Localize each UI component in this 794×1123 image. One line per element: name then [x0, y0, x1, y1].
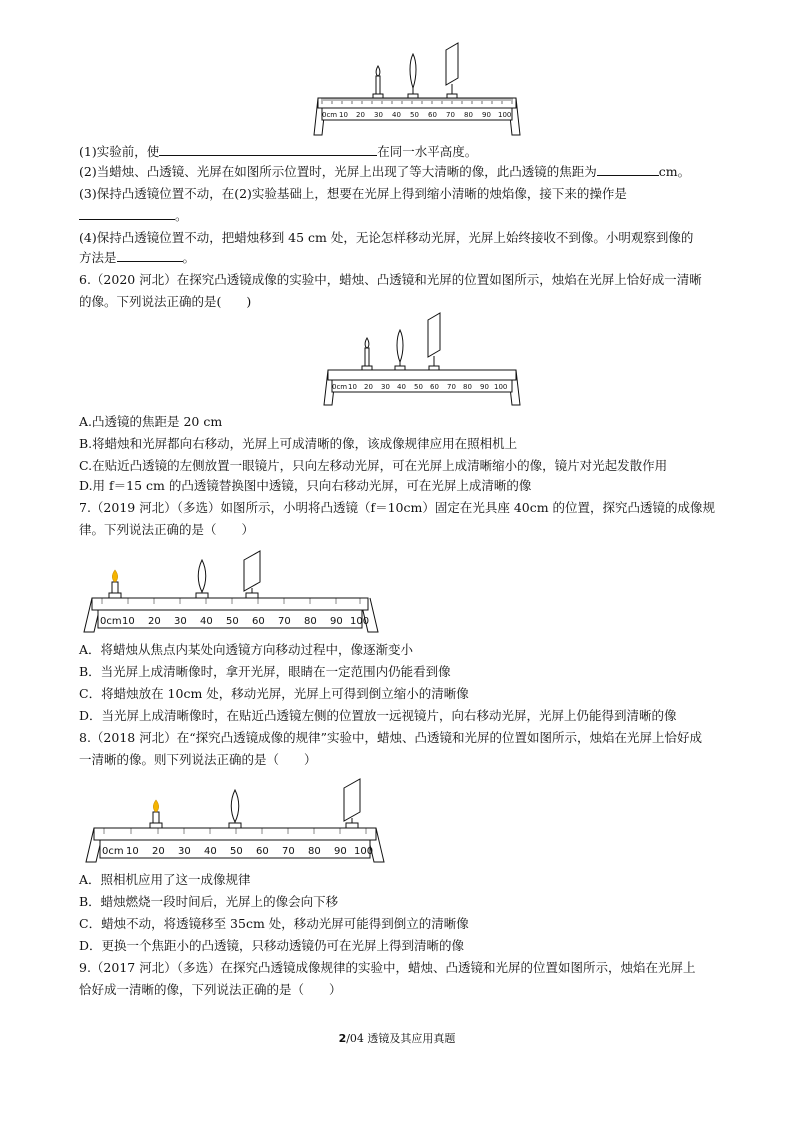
q8-option-d: D．更换一个焦距小的凸透镜，只移动透镜仍可在光屏上得到清晰的像 [79, 938, 465, 953]
tick-label-100: 100 [494, 383, 508, 391]
tick-label-20: 20 [364, 383, 373, 391]
tick-label-30: 30 [374, 111, 383, 119]
q7-option-d: D．当光屏上成清晰像时，在贴近凸透镜左侧的位置放一远视镜片，向右移动光屏，光屏上仍能得到清晰的像 [79, 708, 677, 723]
q5-line-2: (2)当蜡烛、凸透镜、光屏在如图所示位置时，光屏上出现了等大清晰的像，此凸透镜的焦距为 cm。 [79, 164, 691, 179]
flame-icon [112, 570, 117, 582]
q5-line-1: (1)实验前，使 在同一水平高度。 [79, 144, 478, 159]
optical-bench-figure-q8 [80, 774, 390, 866]
q7-option-a: A．将蜡烛从焦点内某处向透镜方向移动过程中，像逐渐变小 [79, 642, 414, 657]
q7-stem-2: 律。下列说法正确的是（ ） [79, 522, 255, 537]
q8-option-b: B．蜡烛燃烧一段时间后，光屏上的像会向下移 [79, 894, 339, 909]
q6-option-a: A.凸透镜的焦距是 20 cm [79, 414, 223, 429]
tick-label-30: 30 [174, 616, 187, 627]
q9-stem-1: 9.（2017 河北）（多选）在探究凸透镜成像规律的实验中，蜡烛、凸透镜和光屏的位置如图所示，烛焰在光屏上 [79, 960, 696, 975]
tick-label-80: 80 [463, 383, 472, 391]
tick-label-60: 60 [252, 616, 265, 627]
tick-label-20: 20 [356, 111, 365, 119]
tick-label-70: 70 [282, 846, 295, 857]
tick-label-100: 100 [350, 616, 370, 627]
tick-label-70: 70 [278, 616, 291, 627]
q6-option-c: C.在贴近凸透镜的左侧放置一眼镜片，只向左移动光屏，可在光屏上成清晰缩小的像，镜片对光起发散作用 [79, 458, 668, 473]
answer-blank[interactable] [79, 207, 175, 220]
tick-label-50: 50 [410, 111, 419, 119]
optical-bench-figure-q7 [80, 546, 380, 636]
tick-label-40: 40 [204, 846, 217, 857]
tick-label-50: 50 [230, 846, 243, 857]
tick-label-40: 40 [397, 383, 406, 391]
tick-label-0: 0cm [102, 846, 124, 857]
answer-blank[interactable] [117, 249, 183, 262]
tick-label-80: 80 [308, 846, 321, 857]
tick-label-90: 90 [330, 616, 343, 627]
page-number: 2 [338, 1032, 347, 1045]
footer-title: /04 透镜及其应用真题 [346, 1032, 456, 1045]
q6-option-b: B.将蜡烛和光屏都向右移动，光屏上可成清晰的像，该成像规律应用在照相机上 [79, 436, 518, 451]
tick-label-60: 60 [256, 846, 269, 857]
tick-label-0: 0cm [100, 616, 122, 627]
tick-label-40: 40 [200, 616, 213, 627]
q8-stem-1: 8.（2018 河北）在“探究凸透镜成像的规律”实验中，蜡烛、凸透镜和光屏的位置如图所示，烛焰在光屏上恰好成 [79, 730, 702, 745]
q5-line-4b: 方法是 。 [79, 250, 196, 265]
q5-line-3b: 。 [79, 207, 188, 225]
tick-label-90: 90 [334, 846, 347, 857]
tick-label-10: 10 [339, 111, 348, 119]
q8-stem-2: 一清晰的像。则下列说法正确的是（ ） [79, 752, 317, 767]
page-footer [0, 1030, 794, 1046]
q6-option-d: D.用 f＝15 cm 的凸透镜替换图中透镜，只向右移动光屏，可在光屏上成清晰的像 [79, 478, 532, 493]
tick-label-50: 50 [226, 616, 239, 627]
tick-label-40: 40 [392, 111, 401, 119]
tick-label-10: 10 [122, 616, 135, 627]
tick-label-0: 0cm [322, 111, 338, 119]
tick-label-0: 0cm [332, 383, 348, 391]
tick-label-30: 30 [178, 846, 191, 857]
tick-label-70: 70 [446, 111, 455, 119]
tick-label-80: 80 [464, 111, 473, 119]
tick-label-10: 10 [348, 383, 357, 391]
optical-bench-figure-q5 [312, 40, 522, 136]
q9-stem-2: 恰好成一清晰的像，下列说法正确的是（ ） [79, 982, 342, 997]
tick-label-20: 20 [148, 616, 161, 627]
tick-label-90: 90 [480, 383, 489, 391]
q8-option-c: C．蜡烛不动，将透镜移至 35cm 处，移动光屏可能得到倒立的清晰像 [79, 916, 469, 931]
tick-label-10: 10 [126, 846, 139, 857]
tick-label-100: 100 [354, 846, 374, 857]
q5-line-3: (3)保持凸透镜位置不动，在(2)实验基础上，想要在光屏上得到缩小清晰的烛焰像，接下来的操作是 [79, 186, 627, 201]
tick-label-80: 80 [304, 616, 317, 627]
tick-label-50: 50 [414, 383, 423, 391]
tick-label-60: 60 [428, 111, 437, 119]
q5-line-4: (4)保持凸透镜位置不动，把蜡烛移到 45 cm 处，无论怎样移动光屏，光屏上始终接收不到像。小明观察到像的 [79, 230, 694, 245]
tick-label-30: 30 [381, 383, 390, 391]
q7-stem-1: 7.（2019 河北）（多选）如图所示，小明将凸透镜（f＝10cm）固定在光具座 40cm 的位置，探究凸透镜的成像规 [79, 500, 716, 515]
tick-label-100: 100 [498, 111, 512, 119]
tick-label-20: 20 [152, 846, 165, 857]
q6-stem-2: 的像。下列说法正确的是( ) [79, 294, 252, 309]
flame-icon [153, 800, 158, 812]
answer-blank[interactable] [159, 143, 377, 156]
tick-label-70: 70 [447, 383, 456, 391]
answer-blank[interactable] [597, 163, 659, 176]
tick-label-90: 90 [482, 111, 491, 119]
q8-option-a: A．照相机应用了这一成像规律 [79, 872, 251, 887]
tick-label-60: 60 [430, 383, 439, 391]
optical-bench-figure-q6 [322, 308, 522, 406]
q7-option-b: B．当光屏上成清晰像时，拿开光屏，眼睛在一定范围内仍能看到像 [79, 664, 451, 679]
q6-stem-1: 6.（2020 河北）在探究凸透镜成像的实验中，蜡烛、凸透镜和光屏的位置如图所示，烛焰在光屏上恰好成一清晰 [79, 272, 702, 287]
q7-option-c: C．将蜡烛放在 10cm 处，移动光屏，光屏上可得到倒立缩小的清晰像 [79, 686, 469, 701]
